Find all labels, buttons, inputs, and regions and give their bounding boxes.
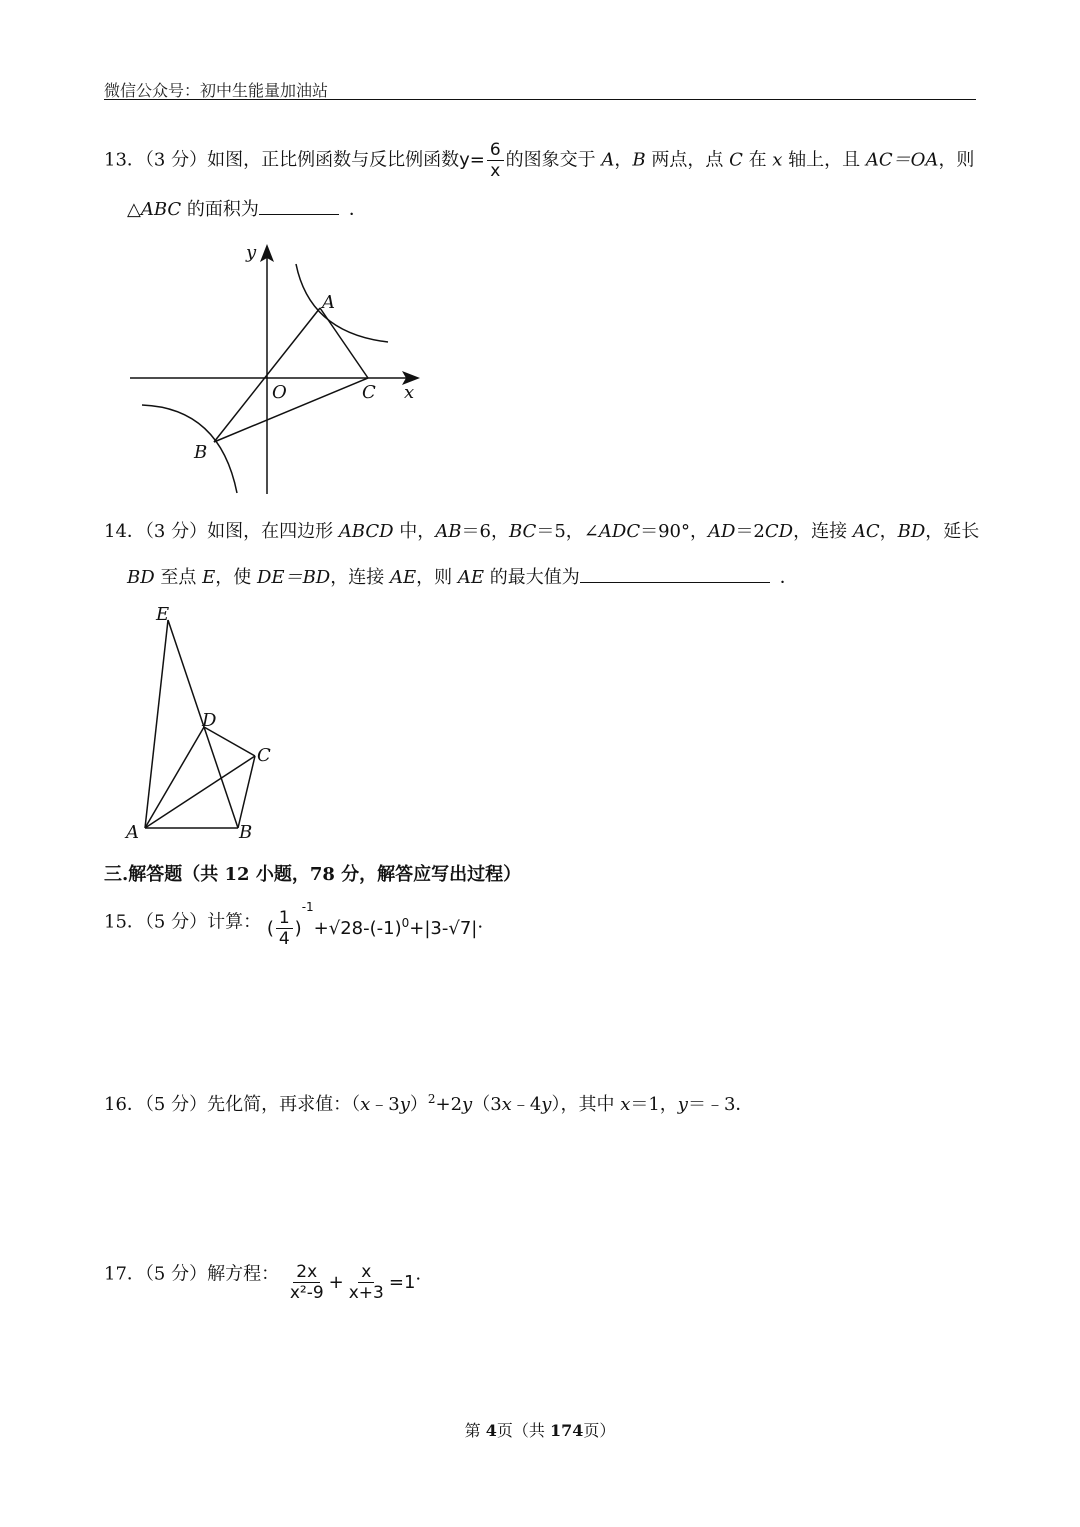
label-a: A	[322, 292, 335, 313]
q13-func-den: x	[490, 161, 501, 181]
line-ac	[320, 308, 368, 378]
q16-xeq: x	[620, 1094, 631, 1115]
q13-line1	[104, 140, 974, 181]
label-a: A	[126, 822, 139, 843]
q17-f1-den: x²-9	[289, 1283, 324, 1303]
q14-ab: AB	[435, 521, 462, 542]
q14-answer-blank[interactable]	[580, 564, 770, 583]
q13-func-fraction	[487, 140, 504, 181]
q15-exp0: 0	[401, 915, 410, 930]
line-ac	[145, 756, 255, 828]
q14-l2-de: DE＝BD	[257, 567, 331, 588]
q17-fraction1	[287, 1262, 327, 1303]
q13-answer-blank[interactable]	[259, 196, 339, 215]
q17-line	[104, 1254, 421, 1304]
q14-bd: BD	[897, 521, 926, 542]
q16-yeq: y	[677, 1094, 688, 1115]
q14-mid: 中，	[393, 521, 436, 542]
q15-exp: -1	[301, 899, 314, 914]
q14-eq5: ＝5，∠	[536, 521, 599, 542]
q17-f2-den: x+3	[348, 1283, 384, 1303]
q14-l2-to: 至点	[154, 567, 203, 588]
q17-plus: +	[328, 1271, 344, 1293]
q13-x: x	[772, 149, 783, 171]
q13-axis: 轴上，且	[782, 149, 866, 171]
line-ae	[145, 620, 168, 828]
q13-triangle-sign: △	[127, 199, 141, 220]
q14-ad: AD	[708, 521, 736, 542]
q14-l2-e: E	[202, 567, 216, 588]
q14-ext: ，延长	[925, 521, 980, 542]
q13-mid: 的图象交于	[505, 149, 596, 171]
footer-total-pages: 174	[549, 1421, 584, 1440]
q15-expression: ( $\frac{1}{4}$ )$^{-1}+√28-(-1)^0+|3-√7|$	[266, 899, 478, 949]
q14-line2	[127, 564, 798, 590]
label-y: y	[246, 242, 257, 263]
section-title: 三.解答题（共 12 小题，78 分，解答应写出过程）	[104, 864, 522, 885]
label-d: D	[202, 710, 217, 731]
q15-end: .	[477, 911, 484, 933]
q16-line	[104, 1087, 753, 1117]
q15-frac-den: 4	[278, 929, 290, 949]
q15-prefix: 15．（5 分）计算：	[104, 911, 262, 933]
q14-bc: BC	[509, 521, 537, 542]
q15-frac-num: 1	[276, 908, 293, 929]
q16-x: x	[360, 1094, 371, 1115]
footer-mid: 页（共	[496, 1421, 550, 1440]
q13-c: C	[729, 149, 743, 171]
q14-abcd: ABCD	[338, 521, 394, 542]
q17-fraction2	[346, 1262, 387, 1303]
q14-l2-bd: BD	[127, 567, 155, 588]
q15-line	[104, 899, 484, 952]
q15-minus-one: -(-1)	[363, 917, 402, 939]
q13-two-points: 两点，点	[645, 149, 730, 171]
q16-y3: y	[541, 1094, 552, 1115]
label-c: C	[362, 382, 376, 403]
q17-f1-num: 2x	[293, 1262, 320, 1283]
line-bc	[214, 378, 368, 442]
q14-l2-ae2: AE	[457, 567, 484, 588]
q14-figure	[120, 598, 290, 848]
q13-figure	[120, 238, 430, 498]
q14-eq2: ＝2	[735, 521, 765, 542]
q13-end: ．	[348, 199, 367, 220]
page-footer	[0, 1418, 1080, 1441]
q13-area-text: 的面积为	[181, 199, 259, 220]
label-x: x	[404, 382, 415, 403]
q13-cond: AC＝OA	[865, 149, 939, 171]
label-e: E	[156, 604, 170, 625]
q17-end: .	[415, 1263, 422, 1285]
header-rule	[104, 99, 976, 100]
q16-m3: ﹣3	[370, 1094, 400, 1115]
q14-l2-make: ，使	[215, 567, 257, 588]
q16-x2: x	[501, 1094, 512, 1115]
q16-rest: ），其中	[551, 1094, 621, 1115]
q14-comma: ，	[879, 521, 898, 542]
q16-close: ）	[409, 1094, 428, 1115]
hyperbola-branch-upper	[296, 264, 388, 342]
q14-line1	[104, 520, 979, 544]
q14-link: ，连接	[793, 521, 853, 542]
q14-l2-max: 的最大值为	[483, 567, 580, 588]
footer-page-number: 4	[485, 1421, 497, 1440]
q14-cd: CD	[764, 521, 794, 542]
q16-y: y	[399, 1094, 410, 1115]
hyperbola-branch-lower	[142, 405, 237, 493]
label-o: O	[272, 382, 287, 403]
q17-prefix: 17．（5 分）解方程：	[104, 1263, 280, 1285]
q15-sqrt28: +√28	[313, 917, 364, 939]
q16-v1: ＝1，	[630, 1094, 678, 1115]
q13-line2	[127, 196, 367, 222]
q13-tail: ，则	[938, 149, 975, 171]
q16-y2: y	[462, 1094, 473, 1115]
q14-prefix: 14．（3 分）如图，在四边形	[104, 521, 339, 542]
footer-post: 页）	[583, 1421, 616, 1440]
q16-open: （3	[472, 1094, 502, 1115]
q13-func-num: 6	[487, 140, 504, 161]
q13-on: 在	[742, 149, 773, 171]
q13-a: A	[601, 149, 615, 171]
q15-abs: +|3-√7|	[409, 917, 478, 939]
q17-f2-num: x	[358, 1262, 374, 1283]
q14-adc: ADC	[598, 521, 641, 542]
q16-plus2: +2	[435, 1094, 463, 1115]
q14-eq6: ＝6，	[461, 521, 509, 542]
q14-l2-ae: AE	[389, 567, 417, 588]
q13-abc: ABC	[140, 199, 182, 220]
label-c: C	[257, 745, 271, 766]
page-header: 微信公众号：初中生能量加油站	[104, 81, 329, 100]
q13-comma: ，	[614, 149, 633, 171]
q13-b: B	[632, 149, 646, 171]
label-b: B	[194, 442, 208, 463]
q13-prefix: 13．（3 分）如图，正比例函数与反比例函数	[104, 149, 460, 171]
label-b: B	[239, 822, 253, 843]
q15-fraction	[276, 908, 293, 949]
q16-v2: ＝﹣3．	[687, 1094, 754, 1115]
q14-l2-then: ，则	[416, 567, 458, 588]
q14-ac: AC	[852, 521, 880, 542]
q14-end: ．	[779, 567, 798, 588]
q14-eq90: ＝90°，	[640, 521, 708, 542]
q16-sq: 2	[427, 1092, 436, 1106]
footer-pre: 第	[464, 1421, 486, 1440]
q17-expression	[285, 1262, 416, 1303]
q13-func-y: y=	[459, 149, 485, 171]
q16-prefix: 16．（5 分）先化简，再求值：（	[104, 1094, 361, 1115]
q17-rhs: =1	[388, 1271, 416, 1293]
q14-l2-link: ，连接	[330, 567, 390, 588]
line-cb	[238, 756, 255, 828]
q16-m4: ﹣4	[511, 1094, 542, 1115]
